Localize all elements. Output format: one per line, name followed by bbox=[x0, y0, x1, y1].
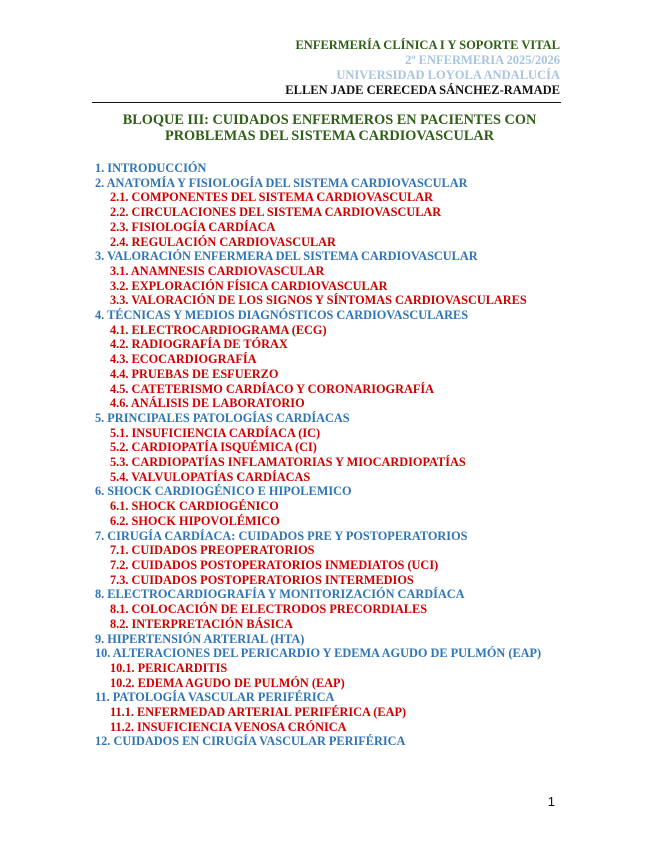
academic-year: 2º ENFERMERIA 2025/2026 bbox=[405, 53, 560, 67]
toc-subsection[interactable]: 11.2. INSUFICIENCIA VENOSA CRÓNICA bbox=[110, 719, 347, 734]
toc-subsection[interactable]: 2.4. REGULACIÓN CARDIOVASCULAR bbox=[110, 234, 336, 249]
toc-subsection[interactable]: 4.1. ELECTROCARDIOGRAMA (ECG) bbox=[110, 322, 327, 337]
header-divider bbox=[92, 102, 561, 103]
toc-subsection[interactable]: 7.2. CUIDADOS POSTOPERATORIOS INMEDIATOS (UCI) bbox=[110, 557, 439, 572]
toc-section[interactable]: 4. TÉCNICAS Y MEDIOS DIAGNÓSTICOS CARDIOVASCULARES bbox=[95, 308, 469, 323]
toc-subsection[interactable]: 2.1. COMPONENTES DEL SISTEMA CARDIOVASCULAR bbox=[110, 190, 433, 205]
toc-section[interactable]: 12. CUIDADOS EN CIRUGÍA VASCULAR PERIFÉRICA bbox=[95, 734, 406, 749]
toc-section[interactable]: 8. ELECTROCARDIOGRAFÍA Y MONITORIZACIÓN CARDÍACA bbox=[95, 587, 465, 602]
toc-section[interactable]: 3. VALORACIÓN ENFERMERA DEL SISTEMA CARDIOVASCULAR bbox=[95, 249, 478, 264]
toc-section[interactable]: 7. CIRUGÍA CARDÍACA: CUIDADOS PRE Y POSTOPERATORIOS bbox=[95, 528, 468, 543]
toc-subsection[interactable]: 8.1. COLOCACIÓN DE ELECTRODOS PRECORDIALES bbox=[110, 602, 428, 617]
toc-subsection[interactable]: 5.2. CARDIOPATÍA ISQUÉMICA (CI) bbox=[110, 440, 317, 455]
toc-subsection[interactable]: 4.2. RADIOGRAFÍA DE TÓRAX bbox=[110, 337, 288, 352]
university-name: UNIVERSIDAD LOYOLA ANDALUCÍA bbox=[336, 68, 560, 82]
toc-subsection[interactable]: 4.3. ECOCARDIOGRAFÍA bbox=[110, 352, 257, 367]
toc-subsection[interactable]: 5.4. VALVULOPATÍAS CARDÍACAS bbox=[110, 469, 311, 484]
toc-subsection[interactable]: 2.2. CIRCULACIONES DEL SISTEMA CARDIOVASCULAR bbox=[110, 205, 442, 220]
page-number: 1 bbox=[547, 794, 555, 809]
toc-subsection[interactable]: 2.3. FISIOLOGÍA CARDÍACA bbox=[110, 219, 276, 234]
toc-section[interactable]: 10. ALTERACIONES DEL PERICARDIO Y EDEMA AGUDO DE PULMÓN (EAP) bbox=[95, 646, 542, 661]
toc-subsection[interactable]: 6.1. SHOCK CARDIOGÉNICO bbox=[110, 499, 279, 514]
toc-subsection[interactable]: 4.6. ANÁLISIS DE LABORATORIO bbox=[110, 396, 305, 411]
toc-section[interactable]: 9. HIPERTENSIÓN ARTERIAL (HTA) bbox=[95, 631, 305, 646]
course-title: ENFERMERÍA CLÍNICA I Y SOPORTE VITAL bbox=[295, 38, 560, 52]
toc-section[interactable]: 5. PRINCIPALES PATOLOGÍAS CARDÍACAS bbox=[95, 410, 350, 425]
toc-section[interactable]: 2. ANATOMÍA Y FISIOLOGÍA DEL SISTEMA CARDIOVASCULAR bbox=[95, 175, 468, 190]
toc-subsection[interactable]: 5.1. INSUFICIENCIA CARDÍACA (IC) bbox=[110, 425, 321, 440]
toc-section[interactable]: 1. INTRODUCCIÓN bbox=[95, 161, 207, 175]
toc-subsection[interactable]: 4.5. CATETERISMO CARDÍACO Y CORONARIOGRAFÍA bbox=[110, 381, 435, 396]
author-name: ELLEN JADE CERECEDA SÁNCHEZ-RAMADE bbox=[285, 83, 560, 97]
toc-subsection[interactable]: 5.3. CARDIOPATÍAS INFLAMATORIAS Y MIOCARDIOPATÍAS bbox=[110, 455, 466, 470]
toc-subsection[interactable]: 10.2. EDEMA AGUDO DE PULMÓN (EAP) bbox=[110, 675, 345, 690]
toc-subsection[interactable]: 10.1. PERICARDITIS bbox=[110, 660, 228, 675]
toc-subsection[interactable]: 7.1. CUIDADOS PREOPERATORIOS bbox=[110, 543, 315, 558]
toc-subsection[interactable]: 6.2. SHOCK HIPOVOLÉMICO bbox=[110, 513, 280, 528]
toc-subsection[interactable]: 3.2. EXPLORACIÓN FÍSICA CARDIOVASCULAR bbox=[110, 278, 388, 293]
page-header bbox=[285, 38, 560, 98]
toc-subsection[interactable]: 3.1. ANAMNESIS CARDIOVASCULAR bbox=[110, 263, 325, 278]
table-of-contents bbox=[95, 161, 559, 749]
toc-section[interactable]: 6. SHOCK CARDIOGÉNICO E HIPOLEMICO bbox=[95, 484, 352, 499]
toc-section[interactable]: 11. PATOLOGÍA VASCULAR PERIFÉRICA bbox=[95, 690, 335, 705]
toc-subsection[interactable]: 7.3. CUIDADOS POSTOPERATORIOS INTERMEDIOS bbox=[110, 572, 414, 587]
toc-subsection[interactable]: 3.3. VALORACIÓN DE LOS SIGNOS Y SÍNTOMAS CARDIOVASCULARES bbox=[110, 293, 527, 308]
toc-subsection[interactable]: 4.4. PRUEBAS DE ESFUERZO bbox=[110, 366, 279, 381]
toc-subsection[interactable]: 11.1. ENFERMEDAD ARTERIAL PERIFÉRICA (EAP) bbox=[110, 705, 407, 720]
block-title: BLOQUE III: CUIDADOS ENFERMEROS EN PACIENTES CON PROBLEMAS DEL SISTEMA CARDIOVASCULAR bbox=[122, 112, 537, 144]
toc-subsection[interactable]: 8.2. INTERPRETACIÓN BÁSICA bbox=[110, 616, 293, 631]
